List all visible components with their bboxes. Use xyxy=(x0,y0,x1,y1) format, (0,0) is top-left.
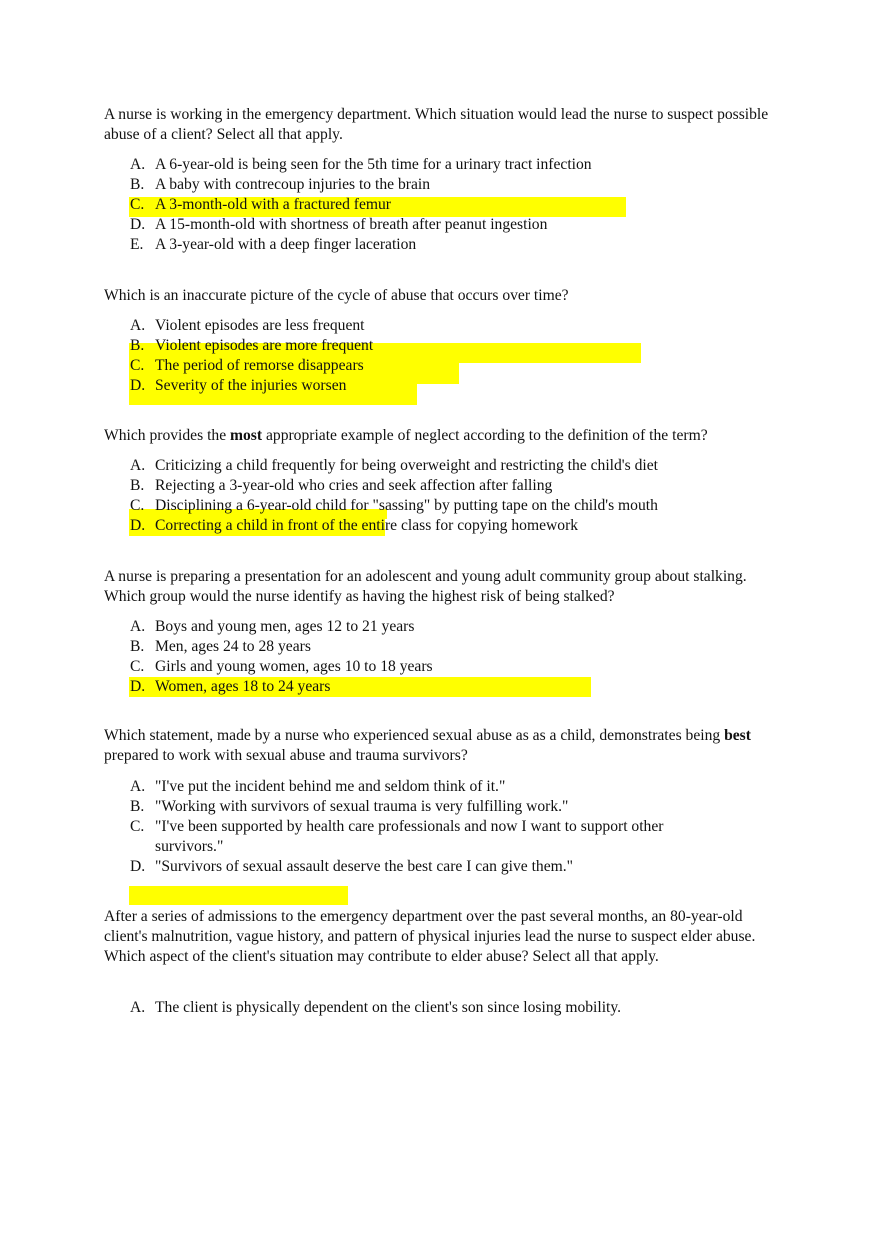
option-1e xyxy=(130,235,770,255)
option-letter: A. xyxy=(130,999,146,1016)
option-text: Violent episodes are more frequent xyxy=(155,337,374,354)
stem-emphasis: best xyxy=(724,727,751,744)
option-letter: B. xyxy=(130,638,145,655)
question-3-options xyxy=(130,456,770,536)
question-3-stem xyxy=(104,426,804,446)
option-letter: A. xyxy=(130,457,146,474)
question-2-options xyxy=(130,316,770,396)
option-letter: D. xyxy=(130,517,146,534)
option-3a xyxy=(130,456,770,476)
option-letter: D. xyxy=(130,377,146,394)
option-letter: D. xyxy=(130,678,146,695)
option-text: A baby with contrecoup injuries to the brain xyxy=(155,176,430,193)
option-4d xyxy=(130,677,770,697)
option-text: Men, ages 24 to 28 years xyxy=(155,638,311,655)
option-letter: A. xyxy=(130,618,146,635)
option-text: Women, ages 18 to 24 years xyxy=(155,678,331,695)
option-letter: B. xyxy=(130,176,145,193)
option-letter: C. xyxy=(130,357,145,374)
option-text: Criticizing a child frequently for being overweight and restricting the child's diet xyxy=(155,457,658,474)
option-text: A 3-year-old with a deep finger laceration xyxy=(155,236,417,253)
option-letter: C. xyxy=(130,497,145,514)
option-letter: C. xyxy=(130,196,145,213)
option-letter: D. xyxy=(130,216,146,233)
option-5a xyxy=(130,777,730,797)
question-6-options xyxy=(130,998,770,1018)
option-2a xyxy=(130,316,770,336)
option-text: "I've put the incident behind me and seldom think of it." xyxy=(155,778,506,795)
option-4c xyxy=(130,657,770,677)
option-letter: B. xyxy=(130,477,145,494)
option-text: "Survivors of sexual assault deserve the best care I can give them." xyxy=(155,858,574,875)
option-3b xyxy=(130,476,770,496)
option-6a xyxy=(130,998,770,1018)
option-letter: D. xyxy=(130,858,146,875)
option-1c xyxy=(130,195,770,215)
question-2-stem: Which is an inaccurate picture of the cycle of abuse that occurs over time? xyxy=(104,287,569,304)
option-text: The client is physically dependent on the client's son since losing mobility. xyxy=(155,999,622,1016)
question-6-stem: After a series of admissions to the emergency department over the past several months, an 80-year-old client's malnutrition, vague history, and pattern of physical injuries lead the nurse to suspect elder abuse. Which aspect of the client's situation may contribute to elder abuse? Select all that apply. xyxy=(104,908,756,965)
option-text: Rejecting a 3-year-old who cries and seek affection after falling xyxy=(155,477,553,494)
stem-text: appropriate example of neglect according to the definition of the term? xyxy=(262,427,708,444)
option-3c xyxy=(130,496,770,516)
option-letter: A. xyxy=(130,317,146,334)
option-letter: B. xyxy=(130,337,145,354)
stem-text: Which provides the xyxy=(104,427,231,444)
stem-text: Which statement, made by a nurse who experienced sexual abuse as as a child, demonstrates being xyxy=(104,727,725,744)
option-4a xyxy=(130,617,770,637)
option-letter: A. xyxy=(130,156,146,173)
stem-text: prepared to work with sexual abuse and trauma survivors? xyxy=(104,747,468,764)
option-2b xyxy=(130,336,770,356)
highlight-q5-blank xyxy=(129,886,348,905)
option-text: A 6-year-old is being seen for the 5th time for a urinary tract infection xyxy=(155,156,592,173)
option-letter: E. xyxy=(130,236,144,253)
option-text: "I've been supported by health care professionals and now I want to support other survivors." xyxy=(155,818,664,855)
question-4-options xyxy=(130,617,770,697)
option-5c xyxy=(130,817,730,857)
question-4-stem: A nurse is preparing a presentation for an adolescent and young adult community group about stalking. Which group would the nurse identify as having the highest risk of being stalked? xyxy=(104,568,747,605)
option-4b xyxy=(130,637,770,657)
option-text: A 15-month-old with shortness of breath after peanut ingestion xyxy=(155,216,548,233)
option-1b xyxy=(130,175,770,195)
option-5d xyxy=(130,857,730,877)
option-text: "Working with survivors of sexual trauma is very fulfilling work." xyxy=(155,798,569,815)
question-1-stem: A nurse is working in the emergency department. Which situation would lead the nurse to suspect possible abuse of a client? Select all that apply. xyxy=(104,106,769,143)
option-text: Disciplining a 6-year-old child for "sassing" by putting tape on the child's mouth xyxy=(155,497,658,514)
question-5-stem xyxy=(104,726,764,766)
option-letter: C. xyxy=(130,818,145,835)
option-letter: B. xyxy=(130,798,145,815)
question-5-options xyxy=(130,777,730,877)
option-text: Severity of the injuries worsen xyxy=(155,377,347,394)
option-3d xyxy=(130,516,770,536)
option-letter: A. xyxy=(130,778,146,795)
option-2c xyxy=(130,356,770,376)
option-text: Boys and young men, ages 12 to 21 years xyxy=(155,618,415,635)
option-text: Correcting a child in front of the entire class for copying homework xyxy=(155,517,579,534)
option-text: A 3-month-old with a fractured femur xyxy=(155,196,391,213)
option-2d xyxy=(130,376,770,396)
option-5b xyxy=(130,797,730,817)
option-text: Violent episodes are less frequent xyxy=(155,317,365,334)
stem-emphasis: most xyxy=(230,427,263,444)
option-letter: C. xyxy=(130,658,145,675)
question-1-options xyxy=(130,155,770,255)
option-text: The period of remorse disappears xyxy=(155,357,364,374)
option-1d xyxy=(130,215,770,235)
option-text: Girls and young women, ages 10 to 18 years xyxy=(155,658,433,675)
option-1a xyxy=(130,155,770,175)
